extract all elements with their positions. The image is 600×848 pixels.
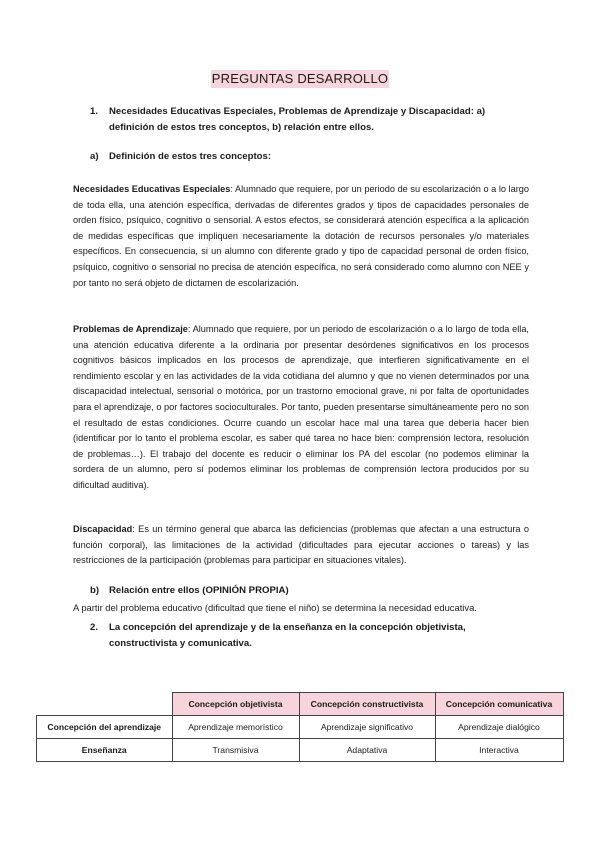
table-cell: Aprendizaje significativo xyxy=(299,716,435,739)
table-cell: Aprendizaje dialógico xyxy=(435,716,563,739)
page-title: PREGUNTAS DESARROLLO xyxy=(211,71,389,86)
question-1-number: 1. xyxy=(90,106,99,117)
definition-pa: : Alumnado que requiere, por un periodo de escolarización o a lo largo de toda ella, una atención educativa diferente a la ordinaria por presentar desórdenes significativos en los procesos cognitivos básicos implicados en los procesos de aprendizaje, que interfieren significativamente en el rendimiento escolar y en las actividades de la vida cotidiana del alumno y que no vienen determinados por una discapacidad intelectual, sensorial o motórica, por un trastorno emocional grave, ni por falta de oportunidades para el aprendizaje, o por factores socioculturales. Por tanto, pueden presentarse simultáneamente pero no son el resultado de estas condiciones. Ocurre cuando un escolar hace mal una tarea que debería hacer bien (identificar por lo tanto el problema escolar, es saber qué tarea no hace bien: comprensión lectora, resolución de problemas…). El trabajo del docente es reducir o eliminar los PA del escolar (no podemos eliminar la sordera de un alumno, pero sí podemos eliminar los problemas de comprensión lectora producidos por su dificultad auditiva). xyxy=(73,324,529,490)
term-pa: Problemas de Aprendizaje xyxy=(73,324,188,334)
subheading-a-text: Definición de estos tres conceptos: xyxy=(109,151,272,162)
paragraph-pa xyxy=(73,322,529,494)
paragraph-disc xyxy=(73,522,529,569)
table-row xyxy=(37,739,564,762)
title-block xyxy=(0,70,600,88)
paragraph-nee xyxy=(73,182,529,291)
question-2-text: La concepción del aprendizaje y de la enseñanza en la concepción objetivista, constructivista y comunicativa. xyxy=(109,622,466,649)
subheading-b xyxy=(90,584,289,598)
table-cell: Adaptativa xyxy=(299,739,435,762)
definition-disc: : Es un término general que abarca las deficiencias (problemas que afectan a una estructura o función corporal), las limitaciones de la actividad (dificultades para ejecutar acciones o tareas) y las restricciones de la participación (problemas para participar en situaciones vitales). xyxy=(73,524,529,566)
table-cell: Aprendizaje memorístico xyxy=(172,716,299,739)
table-row-label: Concepción del aprendizaje xyxy=(37,716,173,739)
table-header: Concepción comunicativa xyxy=(435,693,563,716)
table-cell: Transmisiva xyxy=(172,739,299,762)
question-1-text: Necesidades Educativas Especiales, Problemas de Aprendizaje y Discapacidad: a) definición de estos tres conceptos, b) relación entre ellos. xyxy=(109,106,486,133)
term-nee: Necesidades Educativas Especiales xyxy=(73,184,231,194)
question-2-number: 2. xyxy=(90,622,99,633)
subheading-b-text: Relación entre ellos (OPINIÓN PROPIA) xyxy=(109,585,289,596)
table-header-row xyxy=(37,693,564,716)
subheading-a-letter: a) xyxy=(90,151,99,162)
table-cell: Interactiva xyxy=(435,739,563,762)
relacion-text: A partir del problema educativo (dificultad que tiene el niño) se determina la necesidad educativa. xyxy=(73,602,477,613)
question-2-block xyxy=(90,620,530,652)
question-1 xyxy=(90,104,530,136)
table-header: Concepción objetivista xyxy=(172,693,299,716)
table-corner-cell xyxy=(37,693,173,716)
comparison-table xyxy=(36,692,564,762)
subheading-b-letter: b) xyxy=(90,585,100,596)
table-row-label: Enseñanza xyxy=(37,739,173,762)
table-header: Concepción constructivista xyxy=(299,693,435,716)
term-disc: Discapacidad xyxy=(73,524,133,534)
definition-nee: : Alumnado que requiere, por un periodo de su escolarización o a lo largo de toda ella, una atención específica, derivadas de diferentes grados y tipos de capacidades personales de orden físico, psíquico, cognitivo o sensorial. A estos efectos, se considerará atención específica a la aplicación de medidas específicas que impliquen necesariamente la dotación de recursos personales y/o materiales específicos. En consecuencia, si un alumno con diferente grado y tipo de capacidad personal de orden físico, psíquico, cognitivo o sensorial no precisa de atención específica, no será considerado como alumno con NEE y por tanto no será objeto de dictamen de escolarización. xyxy=(73,184,529,288)
table-row xyxy=(37,716,564,739)
subheading-a xyxy=(90,150,271,164)
